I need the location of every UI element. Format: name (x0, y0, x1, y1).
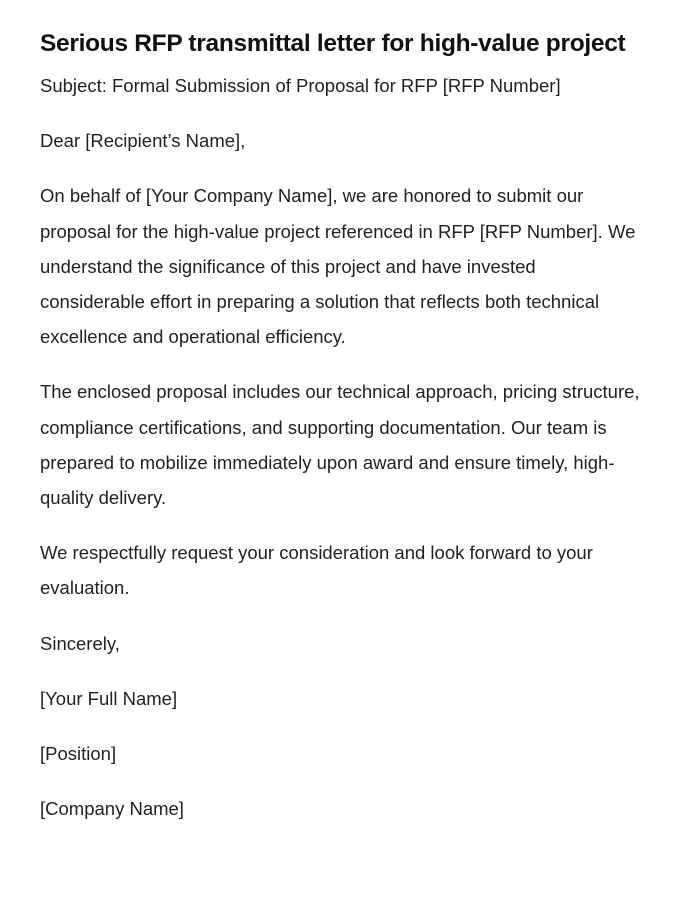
body-paragraph-contents: The enclosed proposal includes our technical approach, pricing structure, compliance certifications, and supporting documentation. Our team is prepared to mobilize immediately upon award and ensure timely, high-quality delivery. (40, 381, 640, 509)
signature-name: [Your Full Name] (40, 687, 178, 709)
closing: Sincerely, (40, 632, 120, 654)
signature-company: [Company Name] (40, 798, 184, 820)
subject-line: Subject: Formal Submission of Proposal for RFP [RFP Number] (40, 75, 561, 96)
body-paragraph-intro: On behalf of [Your Company Name], we are honored to submit our proposal for the high-value project referenced in RFP [RFP Number]. We understand the significance of this project and have invested considerable effort in preparing a solution that reflects both technical excellence and operational efficiency. (40, 185, 636, 348)
salutation: Dear [Recipient’s Name], (40, 130, 246, 152)
signature-position: [Position] (40, 743, 117, 765)
document-title: Serious RFP transmittal letter for high-value project (40, 30, 626, 57)
body-paragraph-request: We respectfully request your consideration and look forward to your evaluation. (40, 542, 593, 599)
